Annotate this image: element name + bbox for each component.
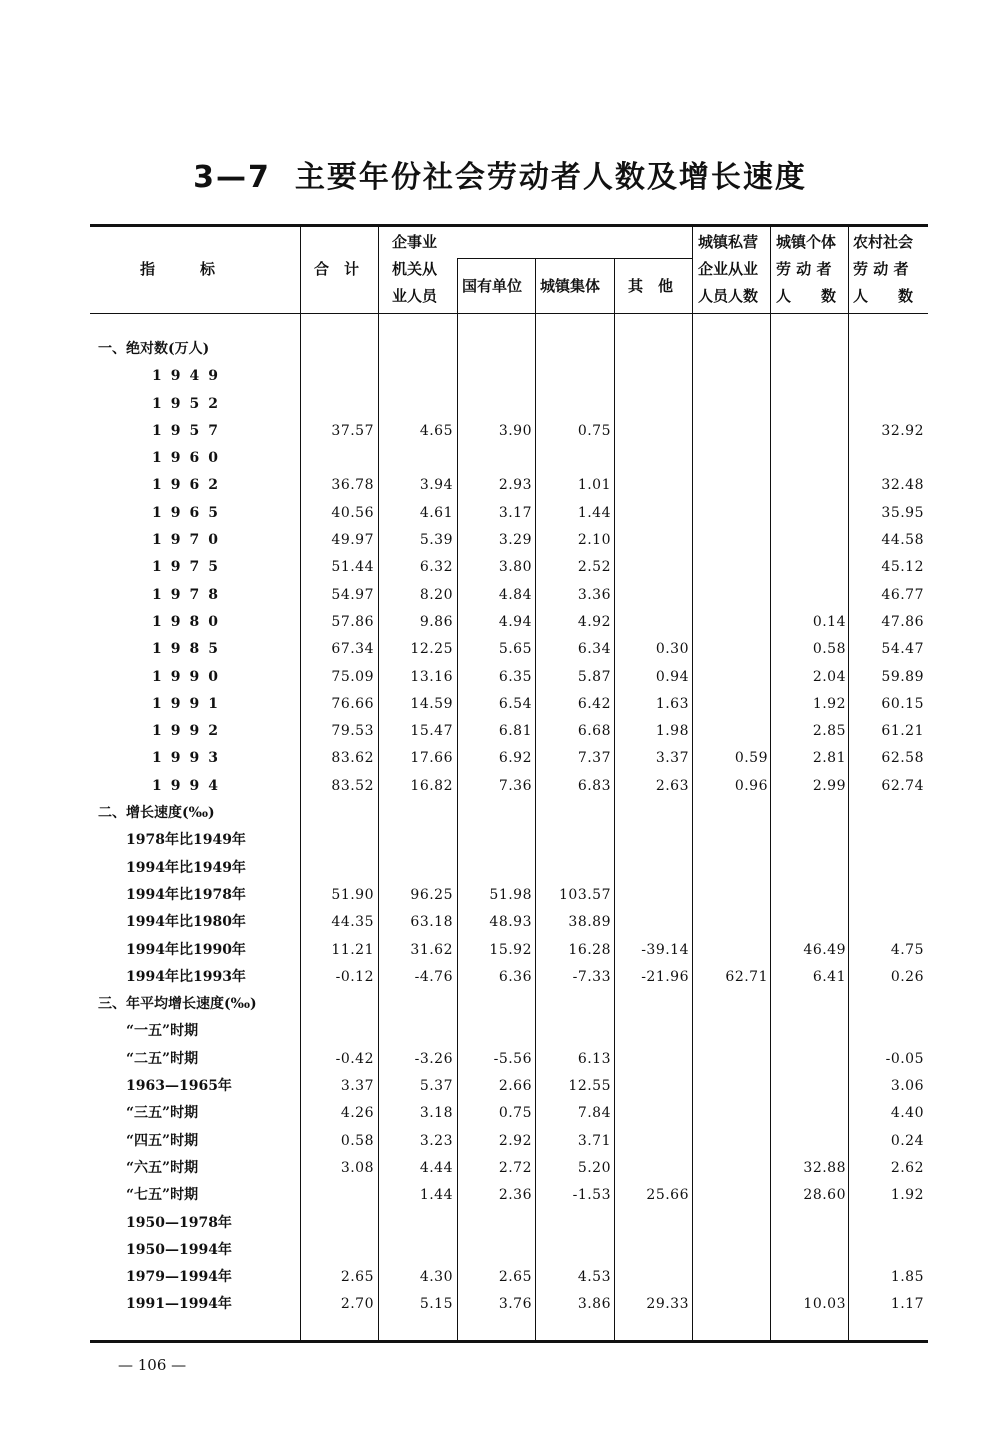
cell-value: 4.40 bbox=[890, 1105, 924, 1122]
cell-value: 96.25 bbox=[410, 886, 453, 903]
row-label: 三、年平均增长速度(‰) bbox=[98, 996, 257, 1013]
row-label: 1994年比1990年 bbox=[126, 941, 246, 958]
cell-value: 47.86 bbox=[881, 613, 924, 630]
cell-value: 7.37 bbox=[577, 750, 611, 767]
cell-value: 29.33 bbox=[646, 1296, 689, 1313]
row-label: 1952 bbox=[152, 395, 227, 412]
enterprise-subheader-rule bbox=[457, 258, 692, 259]
header-indicator: 指 标 bbox=[140, 260, 216, 278]
row-label: 1993 bbox=[152, 750, 227, 767]
row-label: “四五”时期 bbox=[126, 1132, 199, 1149]
table-row bbox=[0, 1210, 1000, 1237]
header-rural-1: 农村社会 bbox=[853, 233, 914, 251]
header-individual-3: 人 数 bbox=[776, 287, 837, 305]
cell-value: 3.17 bbox=[498, 504, 532, 521]
table-row bbox=[0, 609, 1000, 636]
cell-value: 44.58 bbox=[881, 532, 924, 549]
cell-value: 6.54 bbox=[498, 695, 532, 712]
cell-value: 6.13 bbox=[577, 1050, 611, 1067]
cell-value: 2.85 bbox=[812, 723, 846, 740]
cell-value: 32.92 bbox=[881, 422, 924, 439]
row-label: 1992 bbox=[152, 723, 227, 740]
cell-value: 3.06 bbox=[890, 1078, 924, 1095]
row-label: 1991 bbox=[152, 695, 227, 712]
cell-value: 62.58 bbox=[881, 750, 924, 767]
cell-value: -7.33 bbox=[572, 968, 611, 985]
cell-value: 2.63 bbox=[655, 777, 689, 794]
cell-value: 5.15 bbox=[419, 1296, 453, 1313]
table-row bbox=[0, 1264, 1000, 1291]
cell-value: 6.41 bbox=[812, 968, 846, 985]
cell-value: 40.56 bbox=[331, 504, 374, 521]
cell-value: 48.93 bbox=[489, 914, 532, 931]
row-label: 1985 bbox=[152, 641, 227, 658]
cell-value: 5.39 bbox=[419, 532, 453, 549]
table-bottom-rule bbox=[90, 1340, 928, 1343]
cell-value: -5.56 bbox=[493, 1050, 532, 1067]
cell-value: 3.80 bbox=[498, 559, 532, 576]
cell-value: -1.53 bbox=[572, 1187, 611, 1204]
cell-value: 4.53 bbox=[577, 1269, 611, 1286]
cell-value: 35.95 bbox=[881, 504, 924, 521]
cell-value: 83.52 bbox=[331, 777, 374, 794]
cell-value: 4.84 bbox=[498, 586, 532, 603]
header-urban-collective: 城镇集体 bbox=[540, 277, 601, 295]
cell-value: 51.98 bbox=[489, 886, 532, 903]
section-row bbox=[0, 336, 1000, 363]
cell-value: 16.82 bbox=[410, 777, 453, 794]
cell-value: 51.44 bbox=[331, 559, 374, 576]
cell-value: -4.76 bbox=[414, 968, 453, 985]
cell-value: 28.60 bbox=[803, 1187, 846, 1204]
cell-value: 3.36 bbox=[577, 586, 611, 603]
cell-value: 3.18 bbox=[419, 1105, 453, 1122]
cell-value: 5.87 bbox=[577, 668, 611, 685]
cell-value: 6.36 bbox=[498, 968, 532, 985]
cell-value: 2.62 bbox=[890, 1159, 924, 1176]
header-private-1: 城镇私营 bbox=[698, 233, 759, 251]
row-label: 1950—1978年 bbox=[126, 1214, 232, 1231]
cell-value: 103.57 bbox=[559, 886, 611, 903]
row-label: 1975 bbox=[152, 559, 227, 576]
table-row bbox=[0, 1046, 1000, 1073]
row-label: 1962 bbox=[152, 477, 227, 494]
header-individual-1: 城镇个体 bbox=[776, 233, 837, 251]
row-label: 1963—1965年 bbox=[126, 1078, 232, 1095]
cell-value: 67.34 bbox=[331, 641, 374, 658]
cell-value: 45.12 bbox=[881, 559, 924, 576]
cell-value: 76.66 bbox=[331, 695, 374, 712]
cell-value: 5.65 bbox=[498, 641, 532, 658]
table-row bbox=[0, 909, 1000, 936]
cell-value: 51.90 bbox=[331, 886, 374, 903]
cell-value: 62.74 bbox=[881, 777, 924, 794]
row-label: 一、绝对数(万人) bbox=[98, 341, 210, 357]
cell-value: 37.57 bbox=[331, 422, 374, 439]
cell-value: 4.30 bbox=[419, 1269, 453, 1286]
header-bottom-rule bbox=[90, 313, 928, 314]
table-row bbox=[0, 363, 1000, 390]
cell-value: 2.04 bbox=[812, 668, 846, 685]
cell-value: 3.08 bbox=[340, 1159, 374, 1176]
cell-value: 61.21 bbox=[881, 723, 924, 740]
row-label: 1994年比1949年 bbox=[126, 859, 246, 876]
cell-value: 54.97 bbox=[331, 586, 374, 603]
cell-value: 2.36 bbox=[498, 1187, 532, 1204]
table-row bbox=[0, 1182, 1000, 1209]
cell-value: 2.81 bbox=[812, 750, 846, 767]
cell-value: 1.92 bbox=[812, 695, 846, 712]
cell-value: 2.10 bbox=[577, 532, 611, 549]
table-row bbox=[0, 1100, 1000, 1127]
row-label: 1994 bbox=[152, 777, 227, 794]
cell-value: 16.28 bbox=[568, 941, 611, 958]
table-row bbox=[0, 1073, 1000, 1100]
table-row bbox=[0, 745, 1000, 772]
cell-value: 4.75 bbox=[890, 941, 924, 958]
cell-value: 1.44 bbox=[419, 1187, 453, 1204]
cell-value: 4.44 bbox=[419, 1159, 453, 1176]
cell-value: 46.49 bbox=[803, 941, 846, 958]
header-other: 其 他 bbox=[628, 277, 674, 295]
row-label: 1960 bbox=[152, 450, 227, 467]
table-body bbox=[0, 336, 1000, 1319]
cell-value: 38.89 bbox=[568, 914, 611, 931]
row-label: 1994年比1980年 bbox=[126, 914, 246, 931]
cell-value: 31.62 bbox=[410, 941, 453, 958]
cell-value: 25.66 bbox=[646, 1187, 689, 1204]
row-label: “三五”时期 bbox=[126, 1105, 199, 1122]
cell-value: 3.23 bbox=[419, 1132, 453, 1149]
cell-value: -39.14 bbox=[641, 941, 689, 958]
cell-value: 5.20 bbox=[577, 1159, 611, 1176]
cell-value: 2.92 bbox=[498, 1132, 532, 1149]
cell-value: 2.93 bbox=[498, 477, 532, 494]
cell-value: 17.66 bbox=[410, 750, 453, 767]
row-label: 1950—1994年 bbox=[126, 1241, 232, 1258]
header-rural-3: 人 数 bbox=[853, 287, 914, 305]
row-label: 1949 bbox=[152, 368, 227, 385]
table-number: 3—7 bbox=[193, 160, 271, 195]
cell-value: 11.21 bbox=[331, 941, 374, 958]
row-label: 二、增长速度(‰) bbox=[98, 805, 215, 822]
cell-value: 0.26 bbox=[890, 968, 924, 985]
row-label: 1978 bbox=[152, 586, 227, 603]
cell-value: 12.25 bbox=[410, 641, 453, 658]
row-label: 1994年比1993年 bbox=[126, 968, 246, 985]
cell-value: 3.94 bbox=[419, 477, 453, 494]
table-title: 主要年份社会劳动者人数及增长速度 bbox=[294, 160, 807, 195]
row-label: 1957 bbox=[152, 422, 227, 439]
cell-value: 2.99 bbox=[812, 777, 846, 794]
page-number: — 106 — bbox=[118, 1356, 187, 1374]
cell-value: 12.55 bbox=[568, 1078, 611, 1095]
cell-value: 1.01 bbox=[577, 477, 611, 494]
row-label: “一五”时期 bbox=[126, 1023, 199, 1040]
cell-value: 0.58 bbox=[812, 641, 846, 658]
cell-value: 3.37 bbox=[655, 750, 689, 767]
cell-value: 0.94 bbox=[655, 668, 689, 685]
cell-value: 3.90 bbox=[498, 422, 532, 439]
cell-value: 6.42 bbox=[577, 695, 611, 712]
cell-value: 36.78 bbox=[331, 477, 374, 494]
row-label: “七五”时期 bbox=[126, 1187, 199, 1204]
row-label: 1994年比1978年 bbox=[126, 886, 246, 903]
cell-value: 7.36 bbox=[498, 777, 532, 794]
table-row bbox=[0, 472, 1000, 499]
header-rural-2: 劳 动 者 bbox=[853, 260, 909, 278]
cell-value: 2.72 bbox=[498, 1159, 532, 1176]
cell-value: 3.86 bbox=[577, 1296, 611, 1313]
cell-value: 5.37 bbox=[419, 1078, 453, 1095]
cell-value: 0.58 bbox=[340, 1132, 374, 1149]
cell-value: 0.75 bbox=[498, 1105, 532, 1122]
cell-value: 4.26 bbox=[340, 1105, 374, 1122]
cell-value: 3.37 bbox=[340, 1078, 374, 1095]
cell-value: -21.96 bbox=[641, 968, 689, 985]
table-row bbox=[0, 500, 1000, 527]
cell-value: 4.92 bbox=[577, 613, 611, 630]
header-private-2: 企业从业 bbox=[698, 260, 759, 278]
cell-value: 0.59 bbox=[734, 750, 768, 767]
header-individual-2: 劳 动 者 bbox=[776, 260, 832, 278]
cell-value: 1.44 bbox=[577, 504, 611, 521]
cell-value: 54.47 bbox=[881, 641, 924, 658]
row-label: 1991—1994年 bbox=[126, 1296, 232, 1313]
cell-value: 1.98 bbox=[655, 723, 689, 740]
cell-value: 83.62 bbox=[331, 750, 374, 767]
cell-value: 44.35 bbox=[331, 914, 374, 931]
cell-value: 2.65 bbox=[340, 1269, 374, 1286]
cell-value: 14.59 bbox=[410, 695, 453, 712]
cell-value: 6.83 bbox=[577, 777, 611, 794]
cell-value: 75.09 bbox=[331, 668, 374, 685]
row-label: “二五”时期 bbox=[126, 1050, 199, 1067]
cell-value: 0.30 bbox=[655, 641, 689, 658]
cell-value: -3.26 bbox=[414, 1050, 453, 1067]
row-label: 1965 bbox=[152, 504, 227, 521]
cell-value: 1.85 bbox=[890, 1269, 924, 1286]
cell-value: 2.52 bbox=[577, 559, 611, 576]
cell-value: 32.88 bbox=[803, 1159, 846, 1176]
cell-value: 57.86 bbox=[331, 613, 374, 630]
table-row bbox=[0, 855, 1000, 882]
cell-value: 1.92 bbox=[890, 1187, 924, 1204]
cell-value: 15.47 bbox=[410, 723, 453, 740]
cell-value: 1.63 bbox=[655, 695, 689, 712]
row-label: 1990 bbox=[152, 668, 227, 685]
header-total: 合 计 bbox=[314, 260, 360, 278]
cell-value: 0.96 bbox=[734, 777, 768, 794]
table-row bbox=[0, 445, 1000, 472]
cell-value: 10.03 bbox=[803, 1296, 846, 1313]
header-enterprise-1: 企事业 bbox=[392, 233, 438, 251]
table-row bbox=[0, 1018, 1000, 1045]
table-row bbox=[0, 691, 1000, 718]
cell-value: 6.81 bbox=[498, 723, 532, 740]
table-row bbox=[0, 527, 1000, 554]
cell-value: 62.71 bbox=[725, 968, 768, 985]
header-private-3: 人员人数 bbox=[698, 287, 759, 305]
cell-value: 60.15 bbox=[881, 695, 924, 712]
table-top-rule bbox=[90, 224, 928, 227]
cell-value: 3.71 bbox=[577, 1132, 611, 1149]
cell-value: 6.32 bbox=[419, 559, 453, 576]
row-label: 1970 bbox=[152, 532, 227, 549]
cell-value: 13.16 bbox=[410, 668, 453, 685]
cell-value: 6.92 bbox=[498, 750, 532, 767]
table-row bbox=[0, 391, 1000, 418]
cell-value: 49.97 bbox=[331, 532, 374, 549]
cell-value: 4.94 bbox=[498, 613, 532, 630]
section-row bbox=[0, 800, 1000, 827]
row-label: “六五”时期 bbox=[126, 1159, 199, 1176]
section-row bbox=[0, 991, 1000, 1018]
cell-value: 4.65 bbox=[419, 422, 453, 439]
cell-value: 59.89 bbox=[881, 668, 924, 685]
table-row bbox=[0, 937, 1000, 964]
cell-value: 46.77 bbox=[881, 586, 924, 603]
table-row bbox=[0, 636, 1000, 663]
cell-value: -0.12 bbox=[335, 968, 374, 985]
cell-value: 6.35 bbox=[498, 668, 532, 685]
page-title bbox=[0, 152, 1000, 196]
cell-value: 0.24 bbox=[890, 1132, 924, 1149]
table-row bbox=[0, 664, 1000, 691]
cell-value: -0.05 bbox=[885, 1050, 924, 1067]
cell-value: 3.76 bbox=[498, 1296, 532, 1313]
cell-value: 8.20 bbox=[419, 586, 453, 603]
table-row bbox=[0, 827, 1000, 854]
table-row bbox=[0, 718, 1000, 745]
table-row bbox=[0, 882, 1000, 909]
cell-value: -0.42 bbox=[335, 1050, 374, 1067]
header-state-owned: 国有单位 bbox=[462, 277, 523, 295]
cell-value: 79.53 bbox=[331, 723, 374, 740]
row-label: 1979—1994年 bbox=[126, 1269, 232, 1286]
cell-value: 1.17 bbox=[890, 1296, 924, 1313]
cell-value: 3.29 bbox=[498, 532, 532, 549]
table-row bbox=[0, 418, 1000, 445]
header-enterprise-3: 业人员 bbox=[392, 287, 438, 305]
table-row bbox=[0, 582, 1000, 609]
cell-value: 4.61 bbox=[419, 504, 453, 521]
cell-value: 6.68 bbox=[577, 723, 611, 740]
cell-value: 0.14 bbox=[812, 613, 846, 630]
cell-value: 7.84 bbox=[577, 1105, 611, 1122]
cell-value: 0.75 bbox=[577, 422, 611, 439]
table-row bbox=[0, 773, 1000, 800]
row-label: 1978年比1949年 bbox=[126, 832, 246, 849]
cell-value: 63.18 bbox=[410, 914, 453, 931]
header-enterprise-2: 机关从 bbox=[392, 260, 438, 278]
cell-value: 2.66 bbox=[498, 1078, 532, 1095]
table-row bbox=[0, 1237, 1000, 1264]
table-row bbox=[0, 1291, 1000, 1318]
table-row bbox=[0, 1155, 1000, 1182]
cell-value: 2.65 bbox=[498, 1269, 532, 1286]
cell-value: 6.34 bbox=[577, 641, 611, 658]
cell-value: 32.48 bbox=[881, 477, 924, 494]
cell-value: 15.92 bbox=[489, 941, 532, 958]
table-row bbox=[0, 1128, 1000, 1155]
row-label: 1980 bbox=[152, 613, 227, 630]
cell-value: 9.86 bbox=[419, 613, 453, 630]
cell-value: 2.70 bbox=[340, 1296, 374, 1313]
table-row bbox=[0, 964, 1000, 991]
table-row bbox=[0, 554, 1000, 581]
